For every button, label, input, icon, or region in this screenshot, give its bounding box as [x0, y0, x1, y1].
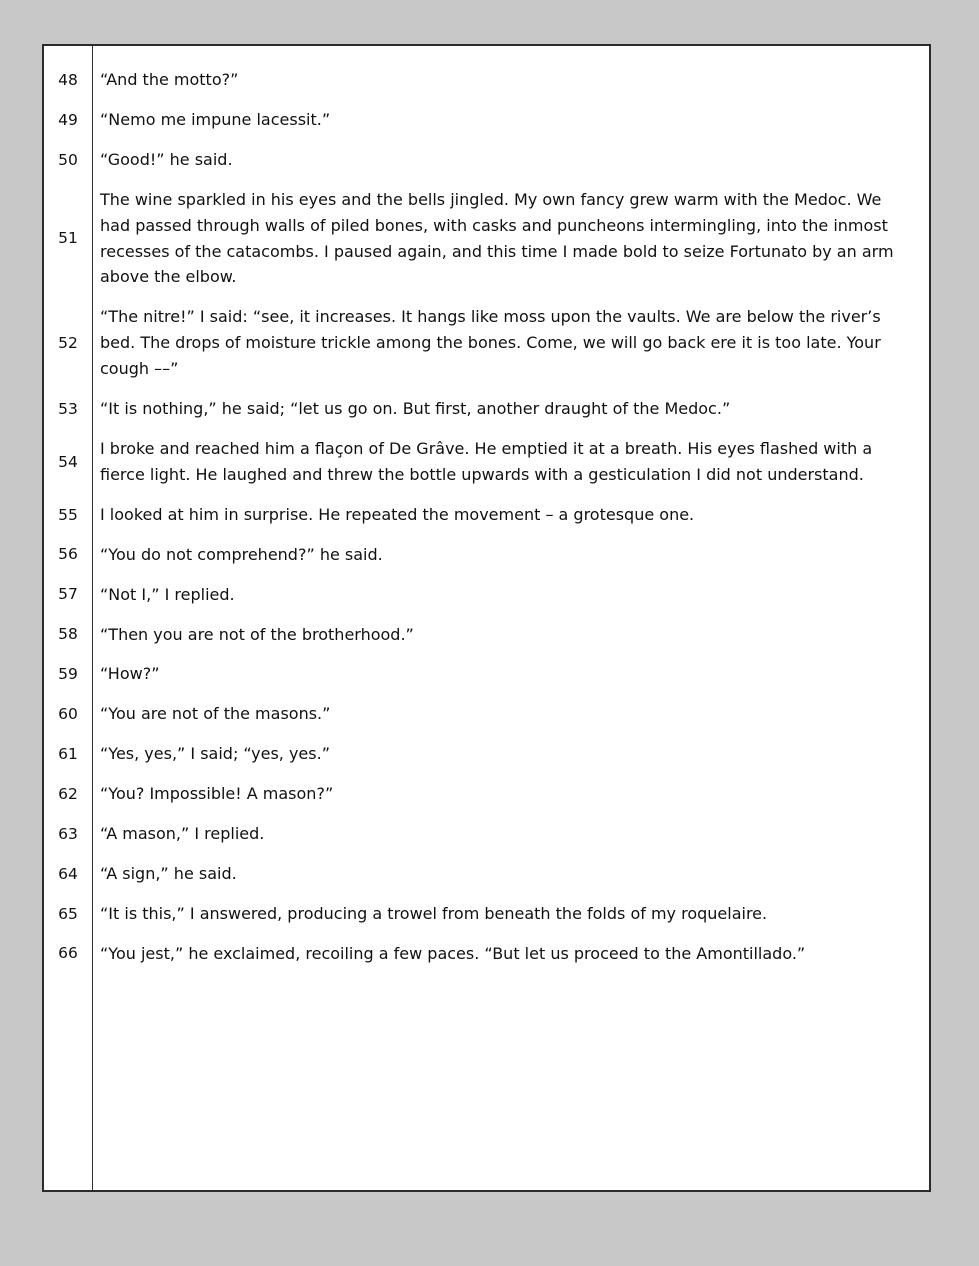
- line-number: 63: [58, 824, 78, 843]
- line-text: “Yes, yes,” I said; “yes, yes.”: [100, 744, 330, 764]
- line-text: “It is this,” I answered, producing a trowel from beneath the folds of my roquelaire.: [100, 903, 768, 923]
- line-text: “A mason,” I replied.: [100, 824, 265, 844]
- document-page: [42, 44, 931, 1192]
- line-text: “How?”: [100, 664, 160, 684]
- line-text: “Nemo me impune lacessit.”: [100, 109, 331, 129]
- text-line-row: [44, 389, 929, 429]
- line-text: “You? Impossible! A mason?”: [100, 784, 334, 804]
- line-number: 49: [58, 110, 78, 129]
- text-line-row: [44, 774, 929, 814]
- line-text: “A sign,” he said.: [100, 863, 237, 883]
- line-number: 51: [58, 229, 78, 248]
- line-text: “The nitre!” I said: “see, it increases. It hangs like moss upon the vaults. We are below the river’s bed. The drops of moisture trickle among the bones. Come, we will go back ere it is too late. Your cough ––”: [100, 307, 881, 379]
- line-number: 56: [58, 545, 78, 564]
- line-number: 57: [58, 585, 78, 604]
- line-text: “Good!” he said.: [100, 149, 233, 169]
- text-line-row: [44, 654, 929, 694]
- text-line-row: [44, 140, 929, 180]
- text-line-row: [44, 694, 929, 734]
- line-number: 50: [58, 150, 78, 169]
- text-line-row: [44, 854, 929, 894]
- line-text: “You do not comprehend?” he said.: [100, 544, 383, 564]
- text-line-row: [44, 495, 929, 535]
- text-line-row: [44, 60, 929, 100]
- line-text: “You jest,” he exclaimed, recoiling a few paces. “But let us proceed to the Amontillado.”: [100, 943, 806, 963]
- line-number: 59: [58, 665, 78, 684]
- line-number: 48: [58, 70, 78, 89]
- line-number: 58: [58, 625, 78, 644]
- text-line-row: [44, 297, 929, 389]
- numbered-line-list: [44, 46, 929, 974]
- text-line-row: [44, 100, 929, 140]
- text-line-row: [44, 734, 929, 774]
- text-line-row: [44, 535, 929, 575]
- line-number: 60: [58, 705, 78, 724]
- line-number: 65: [58, 904, 78, 923]
- line-text: “And the motto?”: [100, 70, 239, 89]
- line-number: 61: [58, 744, 78, 763]
- line-text: “Then you are not of the brotherhood.”: [100, 624, 414, 644]
- text-line-row: [44, 615, 929, 655]
- line-number: 62: [58, 784, 78, 803]
- line-text: “Not I,” I replied.: [100, 584, 235, 604]
- text-line-row: [44, 934, 929, 974]
- line-number: 54: [58, 452, 78, 471]
- text-line-row: [44, 180, 929, 298]
- text-line-row: [44, 429, 929, 495]
- line-number: 66: [58, 944, 78, 963]
- text-line-row: [44, 575, 929, 615]
- text-line-row: [44, 814, 929, 854]
- line-number: 52: [58, 333, 78, 352]
- line-number: 55: [58, 505, 78, 524]
- line-number: 64: [58, 864, 78, 883]
- line-text: I broke and reached him a flaçon of De Grâve. He emptied it at a breath. His eyes flashed with a fierce light. He laughed and threw the bottle upwards with a gesticulation I did not understand.: [100, 438, 873, 484]
- line-number: 53: [58, 399, 78, 418]
- line-text: The wine sparkled in his eyes and the bells jingled. My own fancy grew warm with the Medoc. We had passed through walls of piled bones, with casks and puncheons intermingling, into the inmost recesses of the catacombs. I paused again, and this time I made bold to seize Fortunato by an arm above the elbow.: [100, 189, 894, 287]
- line-text: “You are not of the masons.”: [100, 704, 331, 724]
- line-text: “It is nothing,” he said; “let us go on. But first, another draught of the Medoc.”: [100, 399, 731, 419]
- line-text: I looked at him in surprise. He repeated the movement – a grotesque one.: [100, 504, 695, 524]
- text-line-row: [44, 894, 929, 934]
